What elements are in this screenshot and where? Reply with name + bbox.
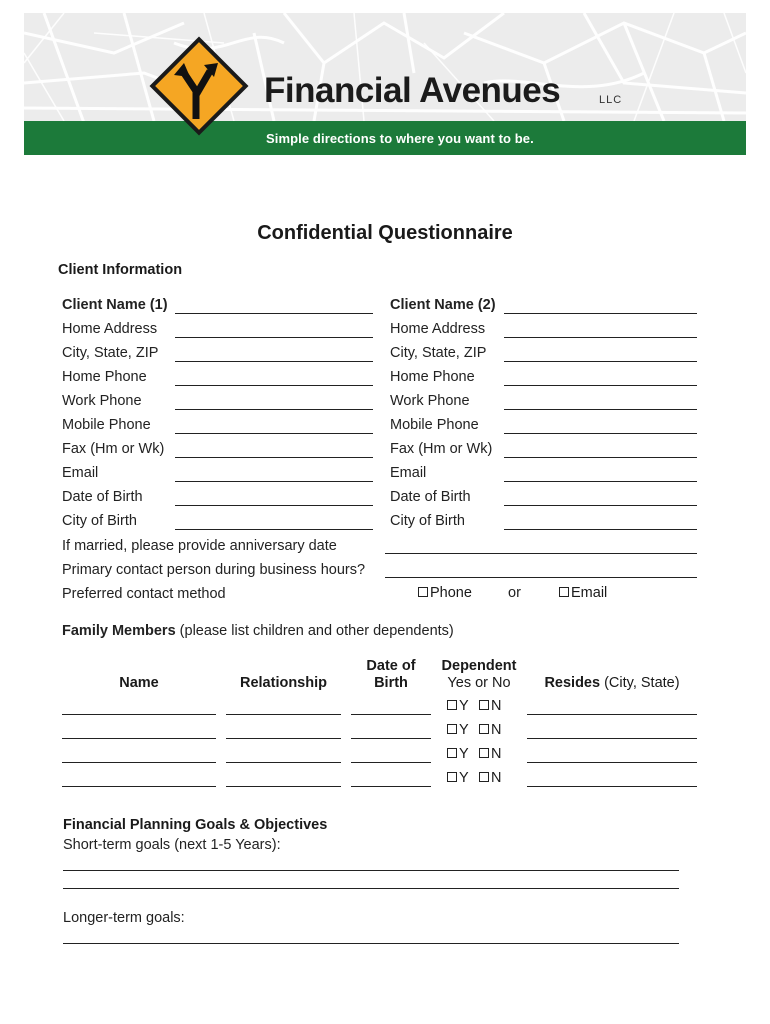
family-relationship-field[interactable] — [226, 786, 341, 787]
fax-field-2[interactable] — [504, 457, 697, 458]
home-phone-label-1: Home Phone — [62, 369, 147, 385]
col-dependent-line1: Dependent — [441, 658, 517, 674]
client-info-heading: Client Information — [58, 262, 183, 278]
short-term-goals-label: Short-term goals (next 1-5 Years): — [63, 837, 281, 853]
long-term-goals-label: Longer-term goals: — [63, 910, 185, 926]
col-resides-note: (City, State) — [604, 675, 680, 691]
dependent-no-option[interactable] — [479, 746, 501, 762]
family-dob-field[interactable] — [351, 738, 431, 739]
goals-heading: Financial Planning Goals & Objectives — [63, 817, 328, 833]
mobile-phone-field-1[interactable] — [175, 433, 373, 434]
family-heading-note: (please list children and other dependents) — [179, 623, 454, 639]
dependent-no-option[interactable] — [479, 722, 501, 738]
family-name-field[interactable] — [62, 786, 216, 787]
city-of-birth-label-2: City of Birth — [390, 513, 465, 529]
checkbox-icon[interactable] — [479, 700, 489, 710]
family-resides-field[interactable] — [527, 786, 697, 787]
city-state-zip-label-2: City, State, ZIP — [390, 345, 487, 361]
family-resides-field[interactable] — [527, 714, 697, 715]
city-of-birth-field-2[interactable] — [504, 529, 697, 530]
mobile-phone-field-2[interactable] — [504, 433, 697, 434]
col-dob-line1: Date of — [366, 658, 416, 674]
email-label-2: Email — [390, 465, 427, 481]
checkbox-icon[interactable] — [479, 748, 489, 758]
email-field-2[interactable] — [504, 481, 697, 482]
dependent-yes-option[interactable] — [447, 770, 469, 786]
home-phone-label-2: Home Phone — [390, 369, 475, 385]
long-term-goals-field[interactable] — [63, 943, 679, 944]
dependent-yes-option[interactable] — [447, 698, 469, 714]
home-phone-field-2[interactable] — [504, 385, 697, 386]
checkbox-icon[interactable] — [447, 700, 457, 710]
date-of-birth-label-2: Date of Birth — [390, 489, 471, 505]
date-of-birth-field-2[interactable] — [504, 505, 697, 506]
no-label: N — [491, 722, 502, 738]
dependent-yes-option[interactable] — [447, 722, 469, 738]
yes-label: Y — [459, 722, 469, 738]
short-term-goals-field[interactable] — [63, 888, 679, 889]
col-dependent-header — [435, 658, 523, 692]
family-dob-field[interactable] — [351, 786, 431, 787]
work-phone-label-1: Work Phone — [62, 393, 142, 409]
col-name-header: Name — [119, 675, 159, 691]
checkbox-icon[interactable] — [479, 772, 489, 782]
date-of-birth-label-1: Date of Birth — [62, 489, 143, 505]
col-dob-line2: Birth — [374, 675, 408, 691]
anniversary-label: If married, please provide anniversary date — [62, 538, 337, 554]
email-option[interactable] — [559, 585, 607, 601]
no-label: N — [491, 746, 502, 762]
checkbox-icon[interactable] — [418, 587, 428, 597]
mobile-phone-label-1: Mobile Phone — [62, 417, 151, 433]
city-of-birth-field-1[interactable] — [175, 529, 373, 530]
email-label-1: Email — [62, 465, 99, 481]
city-of-birth-label-1: City of Birth — [62, 513, 137, 529]
or-label: or — [508, 585, 521, 601]
dependent-no-option[interactable] — [479, 770, 501, 786]
yes-label: Y — [459, 770, 469, 786]
family-relationship-field[interactable] — [226, 762, 341, 763]
date-of-birth-field-1[interactable] — [175, 505, 373, 506]
short-term-goals-field[interactable] — [63, 870, 679, 871]
client-name-2-label: Client Name (2) — [390, 297, 496, 313]
primary-contact-field[interactable] — [385, 577, 697, 578]
checkbox-icon[interactable] — [479, 724, 489, 734]
col-resides-text: Resides — [544, 675, 601, 691]
city-state-zip-field-1[interactable] — [175, 361, 373, 362]
family-relationship-field[interactable] — [226, 738, 341, 739]
home-phone-field-1[interactable] — [175, 385, 373, 386]
checkbox-icon[interactable] — [559, 587, 569, 597]
checkbox-icon[interactable] — [447, 772, 457, 782]
col-dependent-line2: Yes or No — [447, 675, 511, 691]
work-phone-field-1[interactable] — [175, 409, 373, 410]
checkbox-icon[interactable] — [447, 724, 457, 734]
email-field-1[interactable] — [175, 481, 373, 482]
road-sign-arrow-icon — [146, 33, 252, 139]
header-banner — [24, 13, 746, 155]
brand-llc: LLC — [599, 94, 623, 106]
client-name-1-label: Client Name (1) — [62, 297, 168, 313]
family-resides-field[interactable] — [527, 738, 697, 739]
dependent-yes-option[interactable] — [447, 746, 469, 762]
fax-label-2: Fax (Hm or Wk) — [390, 441, 493, 457]
email-option-label: Email — [571, 585, 608, 601]
client-name-1-field[interactable] — [175, 313, 373, 314]
family-relationship-field[interactable] — [226, 714, 341, 715]
tagline: Simple directions to where you want to be. — [266, 131, 534, 146]
brand-name: Financial Avenues — [264, 71, 561, 110]
mobile-phone-label-2: Mobile Phone — [390, 417, 479, 433]
home-address-label-2: Home Address — [390, 321, 486, 337]
col-resides-header — [527, 675, 697, 692]
checkbox-icon[interactable] — [447, 748, 457, 758]
city-state-zip-label-1: City, State, ZIP — [62, 345, 159, 361]
family-name-field[interactable] — [62, 738, 216, 739]
client-name-2-field[interactable] — [504, 313, 697, 314]
preferred-contact-label: Preferred contact method — [62, 586, 226, 602]
yes-label: Y — [459, 698, 469, 714]
family-dob-field[interactable] — [351, 762, 431, 763]
phone-option[interactable] — [418, 585, 472, 601]
primary-contact-label: Primary contact person during business hours? — [62, 562, 366, 578]
fax-label-1: Fax (Hm or Wk) — [62, 441, 165, 457]
no-label: N — [491, 770, 502, 786]
family-heading-text: Family Members — [62, 623, 176, 639]
home-address-label-1: Home Address — [62, 321, 158, 337]
city-state-zip-field-2[interactable] — [504, 361, 697, 362]
phone-option-label: Phone — [430, 585, 472, 601]
no-label: N — [491, 698, 502, 714]
dependent-no-option[interactable] — [479, 698, 501, 714]
fax-field-1[interactable] — [175, 457, 373, 458]
family-name-field[interactable] — [62, 714, 216, 715]
work-phone-field-2[interactable] — [504, 409, 697, 410]
home-address-field-1[interactable] — [175, 337, 373, 338]
family-name-field[interactable] — [62, 762, 216, 763]
family-members-heading — [62, 623, 454, 639]
page-title: Confidential Questionnaire — [257, 222, 513, 244]
family-resides-field[interactable] — [527, 762, 697, 763]
anniversary-field[interactable] — [385, 553, 697, 554]
home-address-field-2[interactable] — [504, 337, 697, 338]
family-dob-field[interactable] — [351, 714, 431, 715]
yes-label: Y — [459, 746, 469, 762]
work-phone-label-2: Work Phone — [390, 393, 470, 409]
col-relationship-header: Relationship — [239, 675, 327, 691]
col-dob-header — [351, 658, 431, 692]
